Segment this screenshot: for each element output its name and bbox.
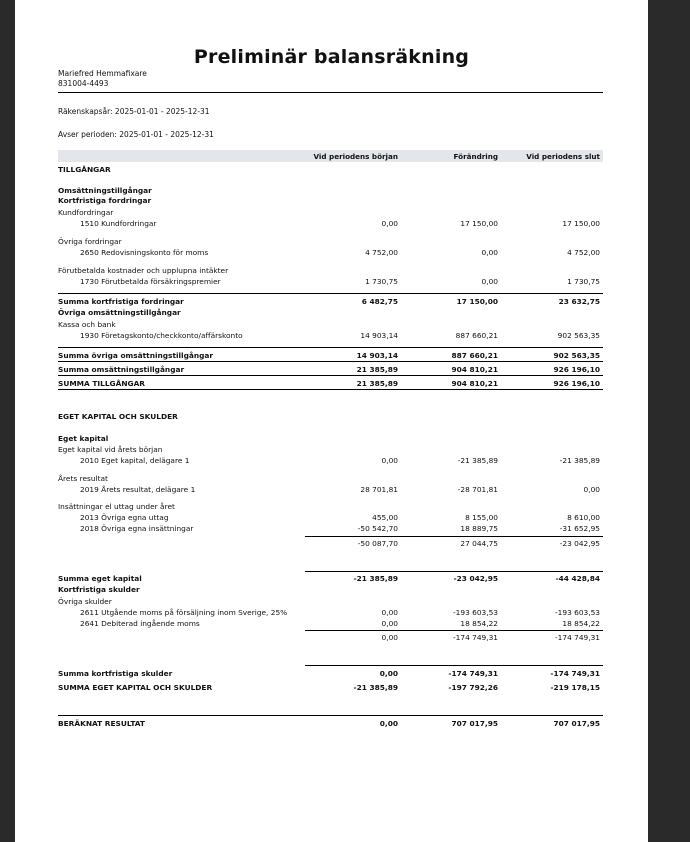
section-heading <box>58 502 603 513</box>
row-label: Förutbetalda kostnader och upplupna intäkter <box>58 266 229 275</box>
value-end: 8 610,00 <box>567 513 600 522</box>
value-change: 904 810,21 <box>451 365 498 374</box>
value-change: 707 017,95 <box>451 719 498 728</box>
row-label: Övriga skulder <box>58 597 112 606</box>
row-label: Övriga fordringar <box>58 237 122 246</box>
company-name: Mariefred Hemmafixare <box>58 69 147 78</box>
row-label: 1730 Förutbetalda försäkringspremier <box>80 277 221 286</box>
value-start: 28 701,81 <box>360 485 398 494</box>
row-label: SUMMA EGET KAPITAL OCH SKULDER <box>58 683 213 692</box>
value-end: 926 196,10 <box>553 365 600 374</box>
value-end: 23 632,75 <box>558 297 600 306</box>
sum-divider <box>58 375 603 376</box>
value-start: 0,00 <box>381 633 398 642</box>
value-end: -31 652,95 <box>559 524 600 533</box>
table-row <box>58 539 603 550</box>
section-heading <box>58 308 603 319</box>
col-start: Vid periodens början <box>313 152 398 161</box>
report-page <box>15 0 648 842</box>
row-label: Kortfristiga fordringar <box>58 196 152 205</box>
report-title: Preliminär balansräkning <box>193 46 470 68</box>
value-change: 17 150,00 <box>460 219 498 228</box>
value-end: -21 385,89 <box>559 456 600 465</box>
value-start: 0,00 <box>379 719 398 728</box>
table-row <box>58 513 603 524</box>
sum-divider <box>58 293 603 294</box>
row-label: Summa kortfristiga fordringar <box>58 297 184 306</box>
table-row <box>58 297 603 308</box>
value-start: 21 385,89 <box>356 379 398 388</box>
value-start: 6 482,75 <box>361 297 398 306</box>
section-heading <box>58 208 603 219</box>
subtotal-divider <box>305 630 603 631</box>
col-end: Vid periodens slut <box>526 152 600 161</box>
row-label: 2013 Övriga egna uttag <box>80 513 169 522</box>
row-label: Eget kapital vid årets början <box>58 445 163 454</box>
table-row <box>58 219 603 230</box>
row-label: 2018 Övriga egna insättningar <box>80 524 194 533</box>
value-change: 8 155,00 <box>465 513 498 522</box>
table-row <box>58 608 603 619</box>
value-end: 707 017,95 <box>553 719 600 728</box>
row-label: Summa omsättningstillgångar <box>58 365 185 374</box>
row-label: 2650 Redovisningskonto för moms <box>80 248 209 257</box>
value-end: -174 749,31 <box>550 669 600 678</box>
column-header-bar <box>58 150 603 162</box>
section-heading <box>58 320 603 331</box>
row-label: 2641 Debiterad ingående moms <box>80 619 200 628</box>
table-row <box>58 669 603 680</box>
row-label: Insättningar el uttag under året <box>58 502 175 511</box>
value-end: -219 178,15 <box>550 683 600 692</box>
section-heading <box>58 434 603 445</box>
value-change: -23 042,95 <box>453 574 498 583</box>
value-start: 0,00 <box>381 219 398 228</box>
section-heading <box>58 412 603 423</box>
value-start: 0,00 <box>381 608 398 617</box>
value-end: -193 603,53 <box>555 608 600 617</box>
value-start: 0,00 <box>379 669 398 678</box>
section-heading <box>58 196 603 207</box>
value-start: -21 385,89 <box>353 683 398 692</box>
table-row <box>58 331 603 342</box>
value-change: 0,00 <box>481 248 498 257</box>
value-end: 0,00 <box>583 485 600 494</box>
row-label: BERÄKNAT RESULTAT <box>58 719 145 728</box>
value-change: 18 854,22 <box>460 619 498 628</box>
row-label: Kassa och bank <box>58 320 116 329</box>
value-change: 0,00 <box>481 277 498 286</box>
value-start: -50 087,70 <box>357 539 398 548</box>
subtotal-divider <box>305 536 603 537</box>
subtotal-divider <box>305 571 603 572</box>
value-change: 17 150,00 <box>456 297 498 306</box>
section-heading <box>58 266 603 277</box>
value-end: 926 196,10 <box>553 379 600 388</box>
value-start: 4 752,00 <box>365 248 398 257</box>
company-info <box>58 69 147 88</box>
section-heading <box>58 237 603 248</box>
value-change: -21 385,89 <box>457 456 498 465</box>
company-org-nr: 831004-4493 <box>58 78 109 88</box>
sum-divider <box>58 361 603 362</box>
section-heading <box>58 597 603 608</box>
value-end: -174 749,31 <box>555 633 600 642</box>
value-end: 18 854,22 <box>562 619 600 628</box>
value-end: 1 730,75 <box>567 277 600 286</box>
table-row <box>58 277 603 288</box>
report-period: Avser perioden: 2025-01-01 - 2025-12-31 <box>58 130 214 139</box>
value-change: -174 749,31 <box>453 633 498 642</box>
col-change: Förändring <box>453 152 498 161</box>
section-heading <box>58 445 603 456</box>
table-row <box>58 248 603 259</box>
table-row <box>58 524 603 535</box>
value-start: 14 903,14 <box>356 351 398 360</box>
table-row <box>58 683 603 694</box>
section-heading <box>58 585 603 596</box>
row-label: EGET KAPITAL OCH SKULDER <box>58 412 178 421</box>
table-row <box>58 485 603 496</box>
row-label: 1510 Kundfordringar <box>80 219 157 228</box>
row-label: Eget kapital <box>58 434 109 443</box>
value-change: -174 749,31 <box>448 669 498 678</box>
table-row <box>58 633 603 644</box>
value-start: 455,00 <box>372 513 398 522</box>
row-label: 2019 Årets resultat, delägare 1 <box>80 485 196 494</box>
value-change: 887 660,21 <box>455 331 498 340</box>
viewer-background <box>648 0 690 842</box>
value-change: 887 660,21 <box>451 351 498 360</box>
section-heading <box>58 474 603 485</box>
value-start: 21 385,89 <box>356 365 398 374</box>
row-label: Omsättningstillgångar <box>58 186 152 195</box>
row-label: 2010 Eget kapital, delägare 1 <box>80 456 190 465</box>
row-label: Kundfordringar <box>58 208 114 217</box>
header-divider <box>58 92 603 93</box>
row-label: Övriga omsättningstillgångar <box>58 308 181 317</box>
row-label: Summa eget kapital <box>58 574 142 583</box>
value-change: -197 792,26 <box>448 683 498 692</box>
sum-divider <box>58 347 603 348</box>
value-start: -21 385,89 <box>353 574 398 583</box>
value-change: 904 810,21 <box>451 379 498 388</box>
value-end: -23 042,95 <box>559 539 600 548</box>
value-change: 27 044,75 <box>460 539 498 548</box>
sum-divider <box>58 715 603 716</box>
table-row <box>58 619 603 630</box>
table-row <box>58 719 603 730</box>
value-change: -28 701,81 <box>457 485 498 494</box>
row-label: Summa kortfristiga skulder <box>58 669 173 678</box>
row-label: 2611 Utgående moms på försäljning inom Sverige, 25% <box>80 608 288 617</box>
value-start: 1 730,75 <box>365 277 398 286</box>
value-end: 902 563,35 <box>553 351 600 360</box>
row-label: SUMMA TILLGÅNGAR <box>58 379 145 388</box>
row-label: Årets resultat <box>58 474 108 483</box>
value-change: -193 603,53 <box>453 608 498 617</box>
value-end: 4 752,00 <box>567 248 600 257</box>
value-end: 902 563,35 <box>557 331 600 340</box>
fiscal-year: Räkenskapsår: 2025-01-01 - 2025-12-31 <box>58 107 210 116</box>
table-row <box>58 574 603 585</box>
value-end: -44 428,84 <box>555 574 600 583</box>
value-start: -50 542,70 <box>357 524 398 533</box>
section-heading <box>58 165 603 176</box>
sum-divider <box>58 389 603 390</box>
value-start: 14 903,14 <box>360 331 398 340</box>
subtotal-divider <box>305 665 603 666</box>
table-row <box>58 456 603 467</box>
value-start: 0,00 <box>381 456 398 465</box>
row-label: TILLGÅNGAR <box>58 165 111 174</box>
value-start: 0,00 <box>381 619 398 628</box>
row-label: 1930 Företagskonto/checkkonto/affärskonto <box>80 331 243 340</box>
value-end: 17 150,00 <box>562 219 600 228</box>
value-change: 18 889,75 <box>460 524 498 533</box>
row-label: Summa övriga omsättningstillgångar <box>58 351 214 360</box>
row-label: Kortfristiga skulder <box>58 585 140 594</box>
